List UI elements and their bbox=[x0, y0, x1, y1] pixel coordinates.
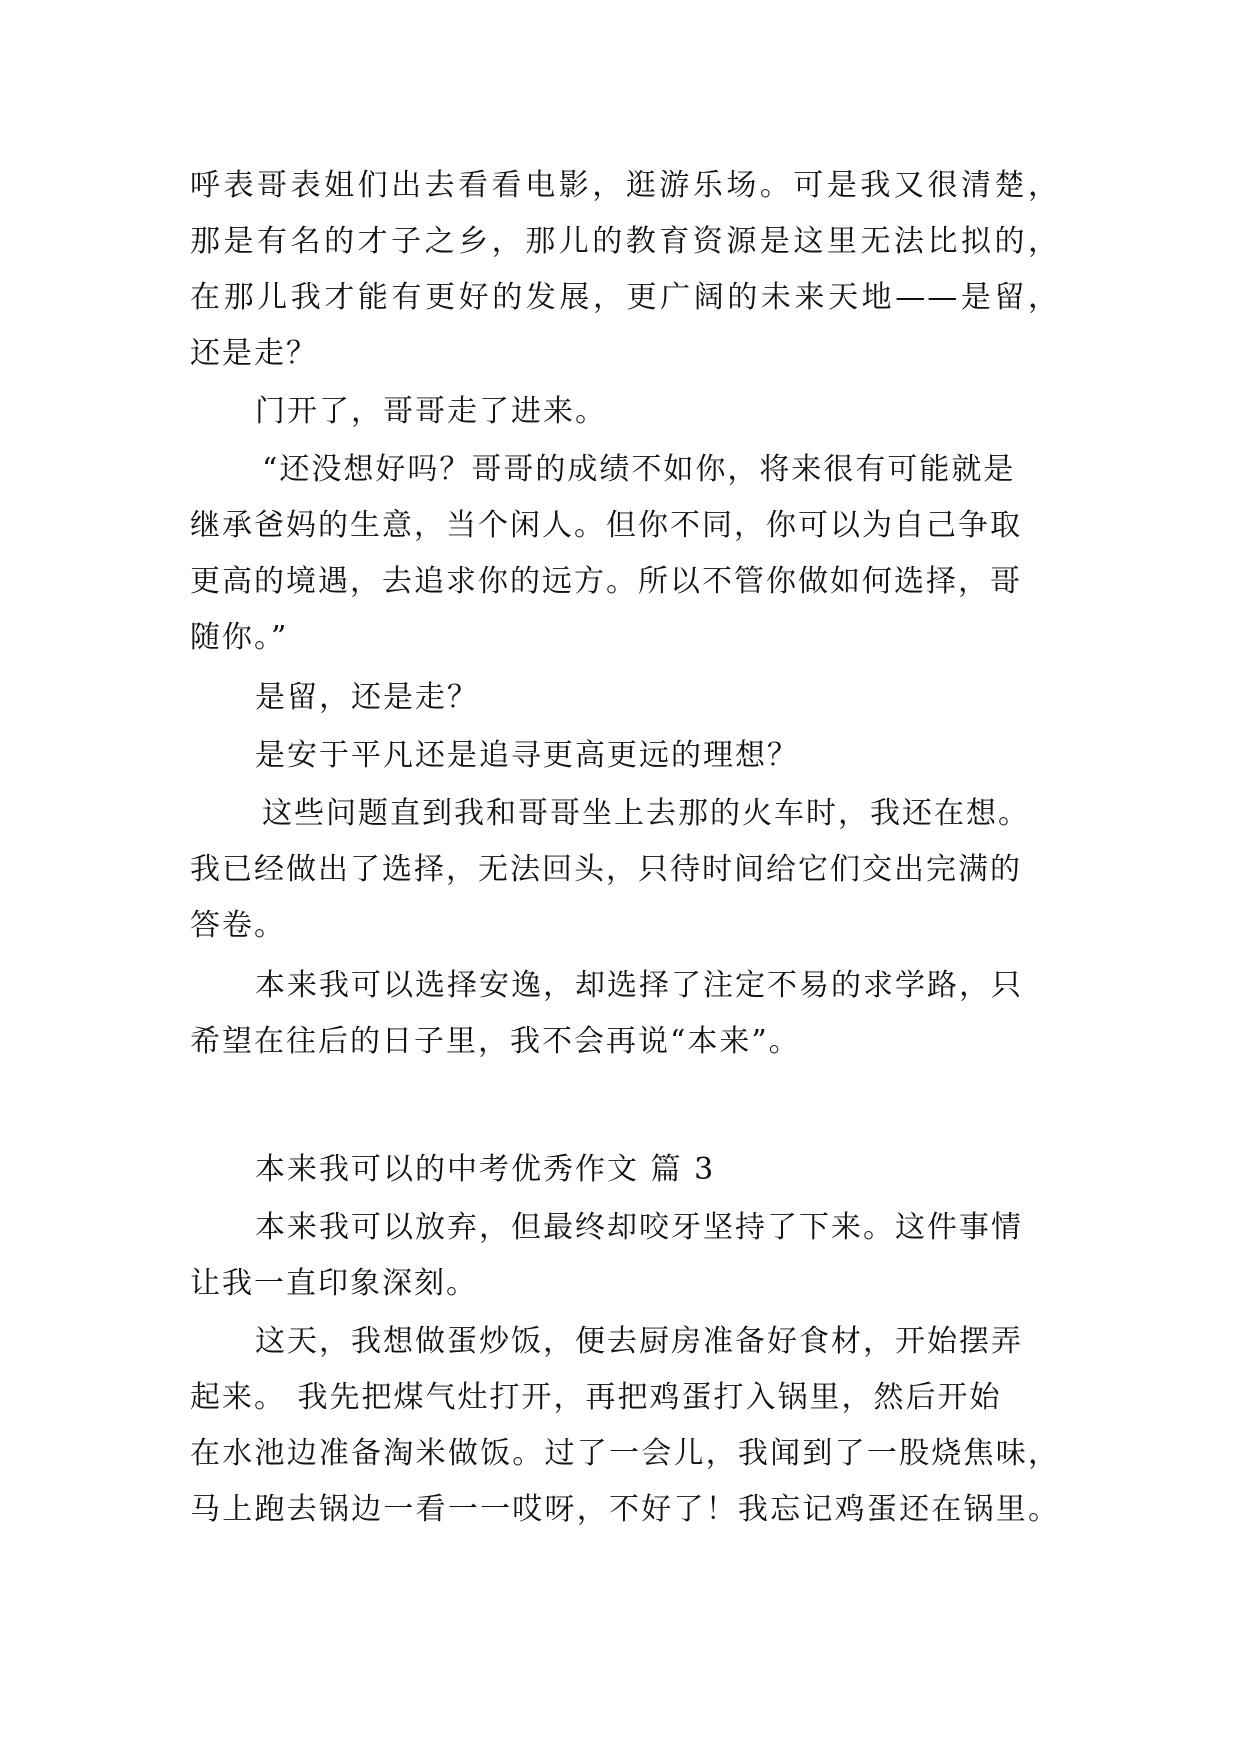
text-line: 本来我可以选择安逸，却选择了注定不易的求学路，只 bbox=[255, 968, 1023, 1003]
text-line: 在水池边准备淘米做饭。过了一会儿，我闻到了一股烧焦味， bbox=[190, 1436, 1060, 1471]
text-line: “还没想好吗？哥哥的成绩不如你，将来很有可能就是 bbox=[262, 452, 1016, 487]
text-line: 本来我可以放弃，但最终却咬牙坚持了下来。这件事情 bbox=[255, 1210, 1023, 1245]
text-line: 这天，我想做蛋炒饭，便去厨房准备好食材，开始摆弄 bbox=[255, 1324, 1023, 1359]
text-line: 还是走？ bbox=[190, 336, 318, 371]
text-line: 是留，还是走？ bbox=[255, 680, 479, 715]
text-line: 继承爸妈的生意，当个闲人。但你不同，你可以为自己争取 bbox=[190, 508, 1022, 543]
text-line: 随你。” bbox=[190, 620, 289, 655]
text-line: 这些问题直到我和哥哥坐上去那的火车时，我还在想。 bbox=[262, 796, 1030, 831]
text-line: 起来。 我先把煤气灶打开，再把鸡蛋打入锅里，然后开始 bbox=[190, 1380, 1002, 1415]
text-line: 更高的境遇，去追求你的远方。所以不管你做如何选择，哥 bbox=[190, 564, 1022, 599]
text-line: 让我一直印象深刻。 bbox=[190, 1266, 478, 1301]
text-line: 我已经做出了选择，无法回头，只待时间给它们交出完满的 bbox=[190, 852, 1022, 887]
text-line: 门开了，哥哥走了进来。 bbox=[255, 394, 607, 429]
text-line: 马上跑去锅边一看一一哎呀，不好了！我忘记鸡蛋还在锅里。 bbox=[190, 1492, 1060, 1527]
text-line: 在那儿我才能有更好的发展，更广阔的未来天地——是留， bbox=[190, 280, 1060, 315]
text-line: 答卷。 bbox=[190, 908, 286, 943]
text-line: 呼表哥表姐们出去看看电影，逛游乐场。可是我又很清楚， bbox=[190, 168, 1060, 203]
text-line: 那是有名的才子之乡，那儿的教育资源是这里无法比拟的， bbox=[190, 224, 1060, 259]
text-line: 是安于平凡还是追寻更高更远的理想？ bbox=[255, 738, 799, 773]
section-heading: 本来我可以的中考优秀作文 篇 3 bbox=[255, 1152, 716, 1187]
text-line: 希望在往后的日子里，我不会再说“本来”。 bbox=[190, 1024, 801, 1059]
